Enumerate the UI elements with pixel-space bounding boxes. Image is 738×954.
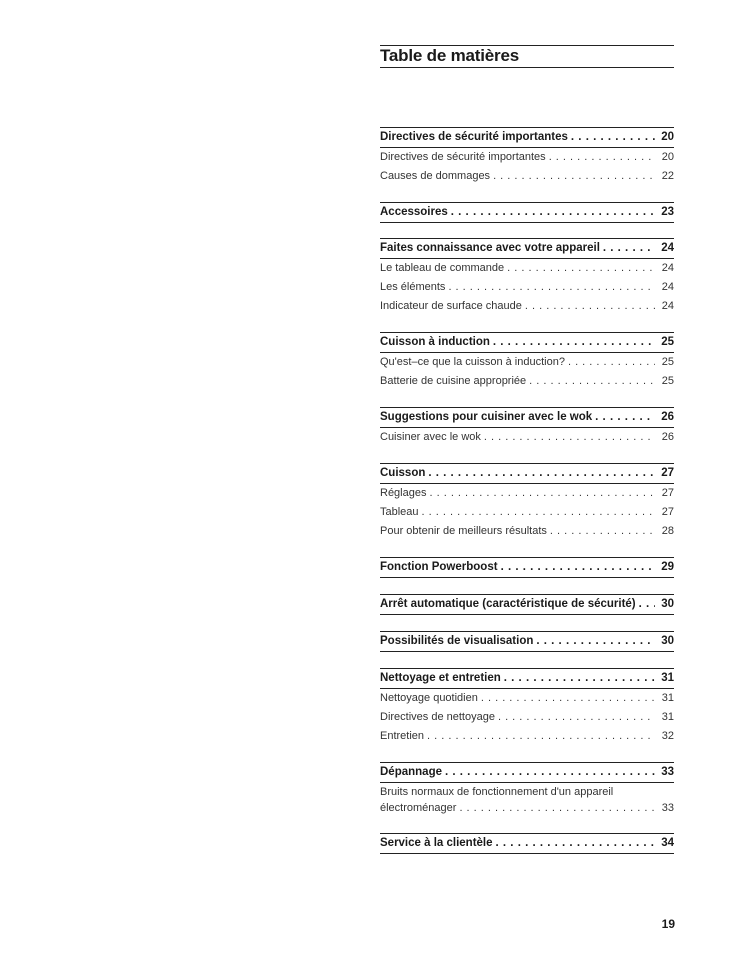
toc-section-accessories [380,202,674,223]
toc-entry[interactable] [380,148,674,167]
toc-page-number: 24 [661,281,674,293]
toc-entry[interactable] [380,259,674,278]
toc-section-auto-shutoff [380,594,674,615]
toc-page-number: 25 [661,375,674,387]
leader-dots [603,239,655,258]
toc-section-cleaning [380,668,674,746]
toc-entry-label: Indicateur de surface chaude [380,300,522,312]
toc-heading-label: Cuisson [380,467,426,479]
toc-section-heading[interactable] [380,202,674,223]
page-number: 19 [661,917,675,931]
toc-entry-label: Causes de dommages [380,170,491,182]
toc-page-number: 28 [661,525,674,537]
toc-page-number: 33 [661,766,674,778]
toc-section-heading[interactable] [380,238,674,259]
leader-dots [427,727,655,746]
leader-dots [451,203,655,222]
toc-section-troubleshooting [380,762,674,818]
toc-heading-label: Possibilités de visualisation [380,635,534,647]
toc-heading-label: Faites connaissance avec votre appareil [380,242,600,254]
toc-section-heading[interactable] [380,668,674,689]
toc-entry-label: Tableau [380,506,419,518]
toc-entry[interactable] [380,689,674,708]
toc-entry-label: Cuisiner avec le wok [380,431,481,443]
toc-page-number: 30 [661,598,674,610]
leader-dots [501,558,655,577]
leader-dots [498,708,655,727]
toc-page-number: 25 [661,356,674,368]
toc-heading-label: Nettoyage et entretien [380,672,501,684]
toc-entry[interactable] [380,484,674,503]
toc-page-number: 27 [661,506,674,518]
toc-page-number: 33 [661,802,674,814]
toc-entry[interactable] [380,278,674,297]
leader-dots [429,484,655,503]
toc-page-number: 25 [661,336,674,348]
toc-entry[interactable] [380,522,674,541]
toc-entry-label-line2: électroménager [380,802,457,814]
toc-entry-label: Les éléments [380,281,446,293]
toc-heading-label: Dépannage [380,766,442,778]
toc-page-number: 24 [661,242,674,254]
leader-dots [550,522,655,541]
toc-entry[interactable] [380,372,674,391]
leader-dots [459,800,655,817]
toc-section-heading[interactable] [380,407,674,428]
toc-entry[interactable] [380,503,674,522]
toc-page-number: 24 [661,300,674,312]
toc-heading-label: Fonction Powerboost [380,561,498,573]
toc-page-number: 26 [661,411,674,423]
leader-dots [504,669,655,688]
toc-page-number: 30 [661,635,674,647]
leader-dots [448,278,655,297]
toc-entry-label: Qu'est–ce que la cuisson à induction? [380,356,565,368]
toc-entry[interactable] [380,353,674,372]
toc-section-powerboost [380,557,674,578]
title-block [380,45,674,68]
toc-entry-label: Entretien [380,730,425,742]
leader-dots [445,763,655,782]
toc-heading-label: Arrêt automatique (caractéristique de sécurité) [380,598,636,610]
toc-page-number: 20 [661,131,674,143]
toc-heading-label: Service à la clientèle [380,837,493,849]
toc-entry-label: Batterie de cuisine appropriée [380,375,527,387]
leader-dots [493,333,655,352]
toc-section-heading[interactable] [380,594,674,615]
leader-dots [536,632,655,651]
toc-entry-label-line1: Bruits normaux de fonctionnement d'un appareil [380,786,614,798]
leader-dots [529,372,655,391]
toc-page-number: 24 [661,262,674,274]
toc-page-number: 31 [661,711,674,723]
leader-dots [549,148,655,167]
toc-section-wok [380,407,674,447]
leader-dots [493,167,655,186]
toc-entry-label: Le tableau de commande [380,262,505,274]
toc-entry[interactable] [380,297,674,316]
leader-dots [484,428,655,447]
toc-entry[interactable] [380,428,674,447]
toc-section-heading[interactable] [380,557,674,578]
leader-dots [568,353,655,372]
toc-page-number: 22 [661,170,674,182]
toc-section-heading[interactable] [380,631,674,652]
toc-section-heading[interactable] [380,463,674,484]
toc-page-number: 31 [661,692,674,704]
toc-entry[interactable] [380,727,674,746]
toc-page-number: 27 [661,487,674,499]
toc-page-number: 23 [661,206,674,218]
toc-entry-label: Réglages [380,487,427,499]
toc-heading-label: Cuisson à induction [380,336,490,348]
toc-page-number: 32 [661,730,674,742]
toc-section-display [380,631,674,652]
leader-dots [422,503,655,522]
toc-entry[interactable] [380,708,674,727]
toc-section-heading[interactable] [380,833,674,854]
toc-entry-label: Nettoyage quotidien [380,692,478,704]
toc-section-heading[interactable] [380,332,674,353]
leader-dots [639,595,655,614]
toc-entry[interactable] [380,784,674,818]
toc-heading-label: Directives de sécurité importantes [380,131,568,143]
toc-page-number: 29 [661,561,674,573]
leader-dots [571,128,655,147]
toc-page-number: 20 [661,151,674,163]
leader-dots [481,689,655,708]
leader-dots [428,464,655,483]
toc-entry[interactable] [380,167,674,186]
toc-entry-label: Directives de sécurité importantes [380,151,546,163]
toc-page-number: 26 [661,431,674,443]
toc-heading-label: Suggestions pour cuisiner avec le wok [380,411,593,423]
toc-entry-label: Pour obtenir de meilleurs résultats [380,525,547,537]
leader-dots [525,297,655,316]
toc-page-number: 34 [661,837,674,849]
toc-section-heading[interactable] [380,127,674,148]
page-title: Table de matières [380,46,519,65]
leader-dots [507,259,655,278]
toc-section-customer-service [380,833,674,854]
leader-dots [496,834,655,853]
toc-entry-label: Directives de nettoyage [380,711,495,723]
toc-page-number: 27 [661,467,674,479]
toc-section-cooking [380,463,674,541]
toc-section-induction [380,332,674,391]
toc-section-heading[interactable] [380,762,674,783]
leader-dots [595,408,655,427]
toc-page-number: 31 [661,672,674,684]
toc-section-safety [380,127,674,186]
toc-section-appliance [380,238,674,316]
toc-heading-label: Accessoires [380,206,448,218]
